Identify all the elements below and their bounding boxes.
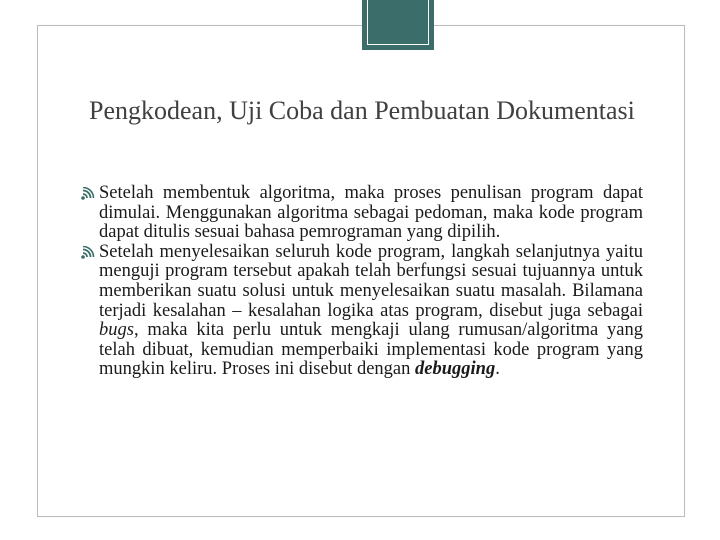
bullet-item-2 bbox=[80, 243, 643, 380]
bullet-item-1 bbox=[80, 184, 643, 243]
bullet-text: Setelah menyelesaikan seluruh kode program, langkah selanjutnya yaitu menguji program tersebut apakah telah berfungsi sesuai tujuannya untuk memberikan suatu solusi untuk menyelesaikan suatu masalah. Bilamana terjadi kesalahan – kesalahan logika atas program, disebut juga sebagai bbox=[99, 241, 643, 321]
bullet-text: Setelah membentuk algoritma, maka proses penulisan program dapat dimulai. Menggunakan algoritma sebagai pedoman, maka kode program dapat ditulis sesuai bahasa pemrograman yang dipilih. bbox=[99, 183, 643, 243]
slide-title: Pengkodean, Uji Coba dan Pembuatan Dokumentasi bbox=[89, 96, 635, 125]
accent-block-border bbox=[367, 0, 429, 45]
debugging-term: debugging bbox=[415, 359, 496, 380]
wifi-bullet-icon bbox=[80, 187, 96, 201]
bullet-list bbox=[80, 184, 643, 380]
bugs-term: bugs bbox=[99, 320, 134, 341]
bullet-text-continued: , maka kita perlu untuk mengkaji ulang rumusan/algoritma yang telah dibuat, kemudian memperbaiki implementasi kode program yang mungkin keliru. Proses ini disebut dengan bbox=[99, 320, 643, 380]
wifi-bullet-icon bbox=[80, 246, 96, 260]
bullet-text-end: . bbox=[495, 359, 500, 380]
